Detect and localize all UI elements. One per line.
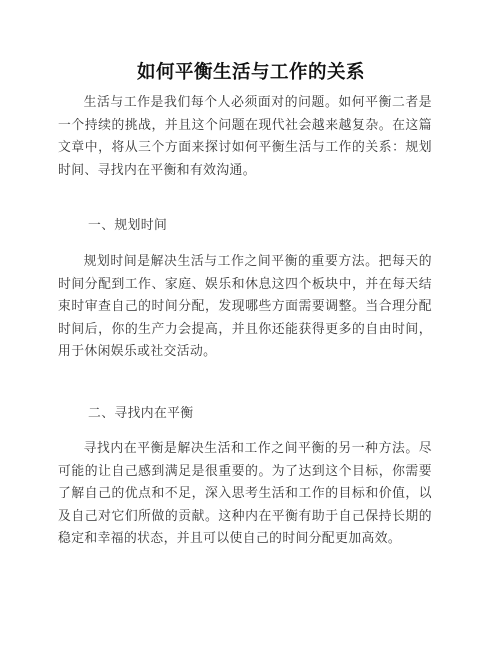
section-heading-plan-time: 一、规划时间: [88, 218, 168, 233]
section-heading-inner-balance: 二、寻找内在平衡: [88, 406, 194, 421]
document-title: 如何平衡生活与工作的关系: [136, 62, 365, 83]
section-body-inner-balance: 寻找内在平衡是解决生活和工作之间平衡的另一种方法。尽可能的让自己感到满足是很重要的。为了达到这个目标，你需要了解自己的优点和不足，深入思考生活和工作的目标和价值，以及自己对它们所做的贡献。这种内在平衡有助于自己保持长期的稳定和幸福的状态，并且可以使自己的时间分配更加高效。: [58, 441, 432, 546]
intro-paragraph: 生活与工作是我们每个人必须面对的问题。如何平衡二者是一个持续的挑战，并且这个问题在现代社会越来越复杂。在这篇文章中，将从三个方面来探讨如何平衡生活与工作的关系：规划时间、寻找内在平衡和有效沟通。: [58, 95, 432, 178]
section-body-plan-time: 规划时间是解决生活与工作之间平衡的重要方法。把每天的时间分配到工作、家庭、娱乐和休息这四个板块中，并在每天结束时审查自己的时间分配，发现哪些方面需要调整。当合理分配时间后，你的生产力会提高，并且你还能获得更多的自由时间，用于休闲娱乐或社交活动。: [58, 254, 432, 359]
